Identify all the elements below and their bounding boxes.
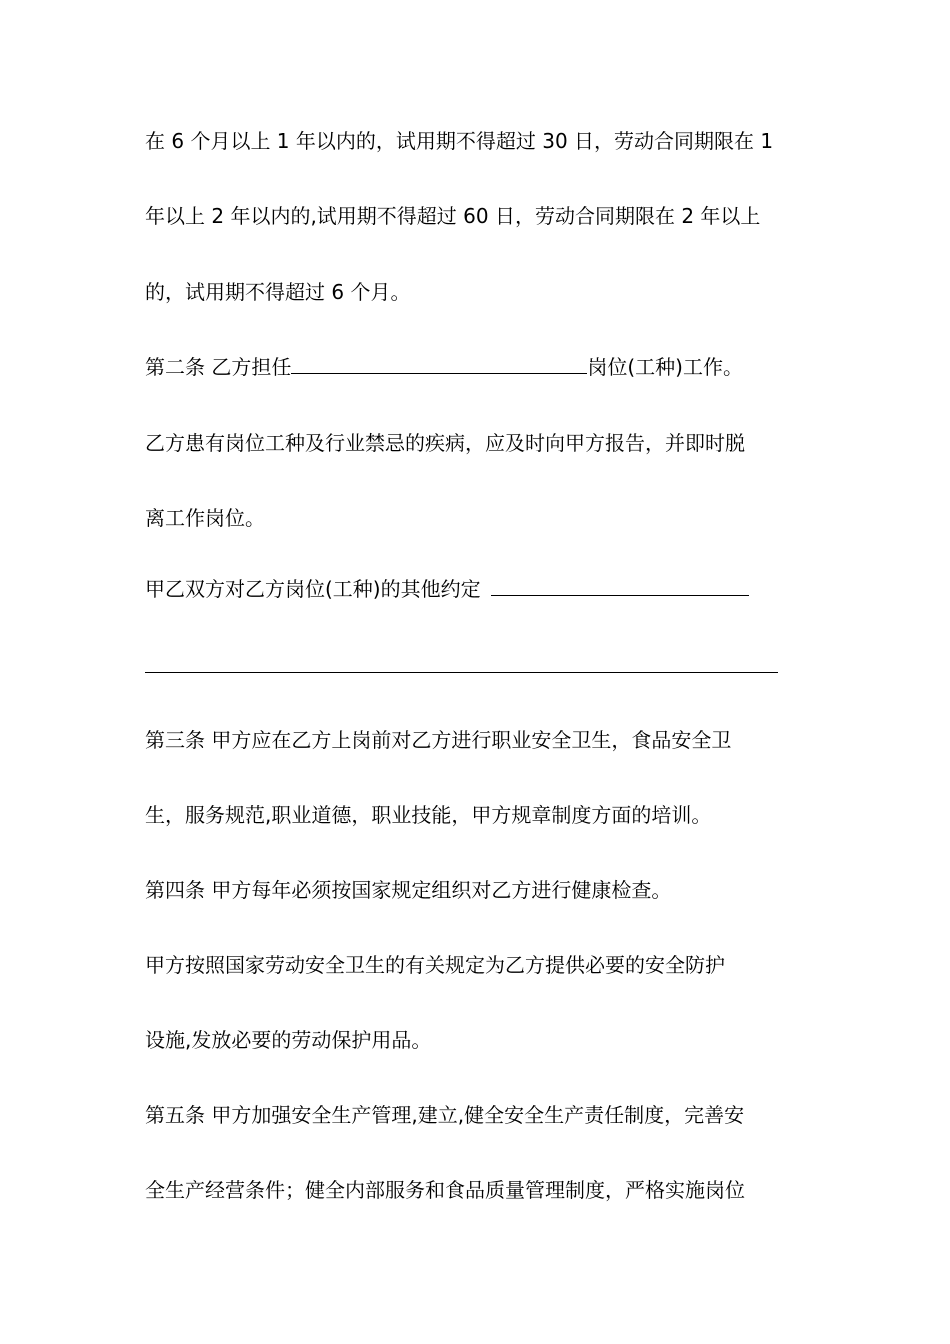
article-2-heading-line [145,355,743,379]
paragraph-line: 在 6 个月以上 1 年以内的，试用期不得超过 30 日，劳动合同期限在 1 [145,129,774,153]
paragraph-line: 第四条 甲方每年必须按国家规定组织对乙方进行健康检查。 [145,878,672,902]
paragraph-line: 离工作岗位。 [145,506,265,530]
paragraph-line: 第三条 甲方应在乙方上岗前对乙方进行职业安全卫生，食品安全卫 [145,728,732,752]
paragraph-line: 生，服务规范,职业道德，职业技能，甲方规章制度方面的培训。 [145,803,712,827]
paragraph-line: 甲方按照国家劳动安全卫生的有关规定为乙方提供必要的安全防护 [145,953,725,977]
paragraph-line: 第五条 甲方加强安全生产管理,建立,健全安全生产责任制度，完善安 [145,1103,745,1127]
paragraph-line: 乙方患有岗位工种及行业禁忌的疾病，应及时向甲方报告，并即时脱 [145,431,745,455]
article-2-suffix: 岗位(工种)工作。 [587,355,743,379]
paragraph-line: 年以上 2 年以内的,试用期不得超过 60 日，劳动合同期限在 2 年以上 [145,204,761,228]
position-blank-field[interactable] [291,355,587,374]
other-agreement-blank-field-continued[interactable] [145,672,778,673]
other-agreement-label: 甲乙双方对乙方岗位(工种)的其他约定 [145,577,481,601]
other-agreement-blank-field[interactable] [491,577,749,596]
other-agreement-line [145,577,749,601]
paragraph-line: 的，试用期不得超过 6 个月。 [145,280,411,304]
article-2-prefix: 第二条 乙方担任 [145,355,292,379]
paragraph-line: 全生产经营条件；健全内部服务和食品质量管理制度，严格实施岗位 [145,1178,745,1202]
paragraph-line: 设施,发放必要的劳动保护用品。 [145,1028,432,1052]
